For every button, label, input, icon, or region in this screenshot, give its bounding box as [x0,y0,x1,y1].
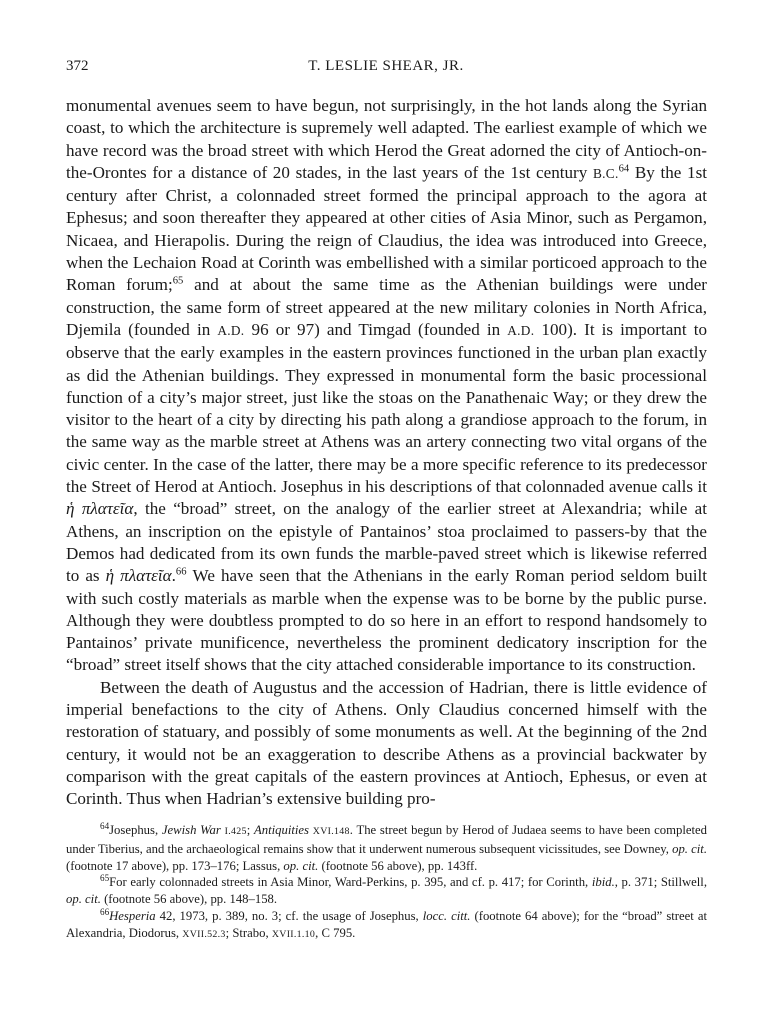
text-run: , the “broad” street, on the analogy of the earlier street at Alexandria; while at Athens, an inscription on the epistyle of Pantainos’ stoa proclaimed to passers-by that the Demos had dedicated from its own funds the marble-paved street which is likewise referred to as [66,499,707,586]
footnotes [66,822,707,944]
page-number: 372 [66,58,89,74]
citation-ref: I.425 [224,826,247,837]
footnote-64 [66,822,707,874]
latin-abbrev: locc. citt. [422,908,471,923]
footnote-ref-66[interactable]: 66 [175,566,187,578]
footnote-66 [66,908,707,944]
page-header [66,58,706,80]
latin-abbrev: op. cit. [283,858,319,873]
footnote-number: 66 [100,906,110,917]
latin-abbrev: ibid. [591,875,615,890]
text-run: ; Strabo, [225,925,272,940]
era-abbrev: A.D. [217,322,245,338]
text-run: (footnote 56 above), pp. 148–158. [100,892,278,907]
text-run: . The street begun by Herod of Judaea seems to have been completed under Tiberius, and the archaeological remains show that it underwent numerous subsequent vicissitudes, see Downey, [66,823,708,856]
latin-abbrev: op. cit. [672,841,707,856]
work-title: Antiquities [254,823,309,837]
work-title: Jewish War [161,823,221,837]
body-text [66,95,707,811]
text-run: ; [246,823,254,837]
text-run: By the 1st century after Christ, a colonnaded street formed the principal approach to the agora at Ephesus; and soon thereafter they appeared at other cities of Asia Minor, such as Pergamon, Nicaea, and Hierapolis. During the reign of Claudius, the idea was introduced into Greece, when the Lechaion Road at Corinth was embellished with a similar porticoed approach to the Roman forum; [66,162,707,295]
text-run: (footnote 64 above); for the “broad” street at Alexandria, Diodorus, [66,908,707,940]
footnote-ref-64[interactable]: 64 [618,163,630,175]
citation-ref: XVI.148 [312,826,350,837]
latin-abbrev: op. cit. [66,892,101,907]
text-run: . [171,566,176,586]
journal-title: Hesperia [109,908,156,923]
footnote-65 [66,874,707,908]
text-run: , C 795. [315,925,356,940]
greek-phrase: ἡ πλατεῖα [105,566,172,586]
running-head: T. LESLIE SHEAR, JR. [308,58,464,74]
era-abbrev: A.D. [507,322,535,338]
text-run: (footnote 17 above), pp. 173–176; Lassus, [66,858,284,873]
citation-ref: XVII.52.3 [182,928,226,940]
text-run: Josephus, [109,823,162,837]
text-run: monumental avenues seem to have begun, not surprisingly, in the hot lands along the Syrian coast, to which the architecture is supremely well adapted. The earliest example of which we have record was the broad street with which Herod the Great adorned the city of Antioch-on-the-Orontes for a distance of 20 stades, in the last years of the 1st century [66,96,707,182]
text-run: and at about the same time as the Athenian buildings were under construction, the same form of street appeared at the new military colonies in North Africa, Djemila (founded in [66,275,707,339]
text-run: 96 or 97) and Timgad (founded in [244,319,508,339]
footnote-ref-65[interactable]: 65 [172,275,184,287]
footnote-number: 64 [100,820,110,831]
greek-phrase: ἡ πλατεῖα [66,499,134,519]
era-abbrev: B.C. [592,165,619,181]
text-run: (footnote 56 above), pp. 143ff. [318,858,478,873]
paragraph-1 [66,95,707,677]
text-run: 42, 1973, p. 389, no. 3; cf. the usage of Josephus, [155,908,423,923]
paragraph-2: Between the death of Augustus and the accession of Hadrian, there is little evidence of imperial benefactions to the city of Athens. Only Claudius concerned himself with the restoration of statuary, and possibly of some monuments as well. At the beginning of the 2nd century, it would not be an exaggeration to describe Athens as a provincial backwater by comparison with the great capitals of the eastern provinces at Antioch, Ephesus, or even at Corinth. Thus when Hadrian’s extensive building pro- [66,677,707,809]
text-run: We have seen that the Athenians in the early Roman period seldom built with such costly materials as marble when the expense was to be borne by the public purse. Although they were doubtless prompted to do so here in an effort to respond handsomely to Pantainos’ private munificence, nevertheless the prominent dedicatory inscription for the “broad” street itself shows that the city attached considerable importance to its construction. [66,566,707,675]
footnote-number: 65 [100,873,110,884]
text-run: For early colonnaded streets in Asia Minor, Ward-Perkins, p. 395, and cf. p. 417; for Corinth, [109,875,592,890]
text-run: , p. 371; Stillwell, [614,875,707,890]
citation-ref: XVII.1.10 [271,928,316,940]
text-run: 100). It is important to observe that the early examples in the eastern provinces functioned in the urban plan exactly as did the Athenian buildings. They expressed in monumental form the basic processional function of a city’s major street, just like the stoas on the Panathenaic Way; or they drew the visitor to the heart of a city by directing his path along a grandiose approach to the forum, in the same way as the marble street at Athens was an artery connecting two vital organs of the civic center. In the case of the latter, there may be a more specific reference to its predecessor the Street of Herod at Antioch. Josephus in his descriptions of that colonnaded avenue calls it [66,319,707,497]
